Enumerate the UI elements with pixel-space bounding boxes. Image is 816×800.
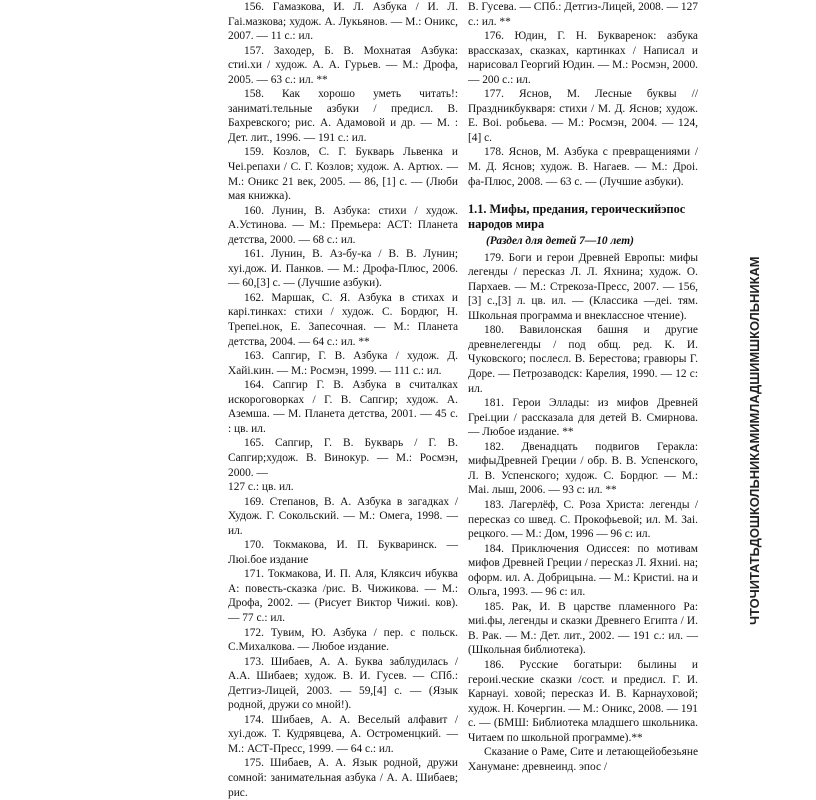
- bibliography-entry: 182. Двенадцать подвигов Геракла: мифыДревней Греции / обр. В. В. Успенского, Л. В. Успенского; худож. С. Бордюг. — М.: Маі. лыш, 2006. — 93 с: ил. **: [468, 440, 698, 497]
- bibliography-entry: 164. Сапгир Г. В. Азбука в считалках искороговорках / Г. В. Сапгир; худож. А. Аземша. — М. Планета детства, 2001. — 45 с. : цв. ил.: [228, 379, 458, 435]
- bibliography-entry: В. Гусева. — СПб.: Детгиз-Лицей, 2008. — 127 с.: ил. **: [468, 1, 698, 28]
- bibliography-entry: 173. Шибаев, А. А. Буква заблудилась / А.А. Шибаев; худож. В. И. Гусев. — СПб.: Детгиз-Лицей, 2003. — 59,[4] с. — (Язык родной, дружи со мной!).: [228, 655, 458, 712]
- bibliography-entry: 127 с.: цв. ил.: [228, 481, 294, 494]
- bibliography-entry: 184. Приключения Одиссея: по мотивам мифов Древней Греции / пересказ Л. Яхниі. на; оформ. ил. А. Добрицына. — М.: Кристиі. на и Ольга, 1993. — 96 с: ил.: [468, 542, 698, 599]
- bibliography-entry: 183. Лагерлёф, С. Роза Христа: легенды /пересказ со швед. С. Прокофьевой; ил. М. Заі. рецкого. — М.: Дом, 1996 — 96 с: ил.: [468, 498, 698, 541]
- bibliography-entry: 157. Заходер, Б. В. Мохнатая Азбука: стиі.хи / худож. А. А. Гурьев. — М.: Дрофа, 2005. — 63 с.: ил. **: [228, 44, 458, 86]
- bibliography-entry: 176. Юдин, Г. Н. Букваренок: азбука врассказах, сказках, картинках / Написал и нарисовал Георгий Юдин. — М.: Росмэн, 2000. — 200 с.: ил.: [468, 30, 698, 86]
- bibliography-entry: 172. Тувим, Ю. Азбука / пер. с польск. С.Михалкова. — Любое издание.: [228, 626, 458, 654]
- right-column-top-entries: [468, 0, 698, 189]
- bibliography-entry: 160. Лунин, В. Азбука: стихи / худож. А.Устинова. — М.: Премьера: АСТ: Планета детства, 2000. — 68 с.: ил.: [228, 204, 458, 246]
- right-column: [468, 0, 698, 774]
- bibliography-entry: 162. Маршак, С. Я. Азбука в стихах и карі.тинках: стихи / худож. С. Бордюг, Н. Трепеі.нок, Е. Запесочная. — М.: Планета детства, 2004. — 64 с.: ил. **: [228, 291, 458, 348]
- bibliography-entry: 171. Токмакова, И. П. Аля, Кляксич ибуква А: повесть-сказка /рис. В. Чижикова. — М.: Дрофа, 2002. — (Рисует Виктор Чижиі. ков). — 77 с.: ил.: [228, 568, 458, 624]
- bibliography-entry: 178. Яснов, М. Азбука с превращениями /М. Д. Яснов; худож. В. Нагаев. — М.: Дроі. фа-Плюс, 2008. — 63 с. — (Лучшие азбуки).: [468, 146, 698, 188]
- section-heading: 1.1. Мифы, предания, героическийэпос народов мира: [468, 202, 686, 232]
- right-column-bottom-entries: [468, 251, 698, 775]
- bibliography-entry: 179. Боги и герои Древней Европы: мифы легенды / пересказ Л. Л. Яхнина; худож. О. Пархаев. — М.: Стрекоза-Пресс, 2007. — 156, [3] с.,[3] л. цв. ил. — (Классика —деі. тям. Школьная программа и внеклассное чтение).: [468, 251, 698, 322]
- bibliography-entry: 185. Рак, И. В царстве пламенного Ра: миі.фы, легенды и сказки Древнего Египта / И. В. Рак. — М.: Дет. лит., 2002. — 191 с.: ил. — (Школьная библиотека).: [468, 600, 698, 657]
- section-gap: [468, 189, 698, 196]
- bibliography-entry: 181. Герои Эллады: из мифов Древней Греі.ции / рассказала для детей В. Смирнова. — Любое издание. **: [468, 397, 698, 439]
- bibliography-entry: 158. Как хорошо уметь читать!: заниматі.тельные азбуки / предисл. В. Бахревского; рис. А. Адамовой и др. — М. : Дет. лит., 1996. — 191 с.: ил.: [228, 88, 458, 144]
- side-banner-text: ЧТОЧИТАТЬДОШКОЛЬНИКАМИМЛАДШИМШКОЛЬНИКАМ: [747, 256, 762, 625]
- left-column: [228, 0, 458, 800]
- bibliography-entry: 170. Токмакова, И. П. Букваринск. — Люі.бое издание: [228, 539, 458, 566]
- bibliography-entry: 165. Сапгир, Г. В. Букварь / Г. В. Сапгир;худож. В. Винокур. — М.: Росмэн, 2000. —: [228, 437, 458, 479]
- bibliography-entry: 159. Козлов, С. Г. Букварь Львенка и Чеі.репахи / С. Г. Козлов; худож. А. Артюх. — М.: Оникс 21 век, 2005. — 86, [1] с. — (Люби мая книжка).: [228, 146, 458, 203]
- bibliography-entry: 169. Степанов, В. А. Азбука в загадках /Худож. Г. Сокольский. — М.: Омега, 1998. — ил.: [228, 495, 458, 537]
- bibliography-entry: 174. Шибаев, А. А. Веселый алфавит / хуі.дож. Т. Кудрявцева, А. Остроменцкий. — М.: АСТ-Пресс, 1999. — 64 с.: ил.: [228, 713, 458, 755]
- subsection-heading: (Раздел для детей 7—10 лет): [486, 235, 634, 248]
- bibliography-entry: 186. Русские богатыри: былины и героиі.ческие сказки /сост. и предисл. Г. И. Карнауі. ховой; пересказ И. В. Карнауховой; худож. Н. Кочергин. — М.: Оникс, 2008. — 191 с. — (БМШ: Библиотека младшего школьника. Читаем по школьной программе).**: [468, 658, 698, 744]
- side-banner: [738, 218, 768, 625]
- bibliography-entry: 161. Лунин, В. Аз-бу-ка / В. В. Лунин; хуі.дож. И. Панков. — М.: Дрофа-Плюс, 2006. — 60,[3] с. — (Лучшие азбуки).: [228, 248, 458, 290]
- bibliography-entry: 163. Сапгир, Г. В. Азбука / худож. Д. Хайі.кин. — М.: Росмэн, 1999. — 111 с.: ил.: [228, 350, 458, 377]
- bibliography-entry: 177. Яснов, М. Лесные буквы // Праздникбукваря: стихи / М. Д. Яснов; худож. Е. Воі. робьева. — М.: Росмэн, 2004. — 124, [4] с.: [468, 88, 698, 144]
- bibliography-entry: 156. Гамазкова, И. Л. Азбука / И. Л. Гаі.мазкова; худож. А. Лукьянов. — М.: Оникс, 2007. — 11 с.: ил.: [228, 1, 458, 43]
- bibliography-entry: 175. Шибаев, А. А. Язык родной, дружи сомной: занимательная азбука / А. А. Шибаев; рис.: [228, 757, 458, 799]
- bibliography-entry: Сказание о Раме, Сите и летающейобезьяне Ханумане: древнеинд. эпос /: [468, 746, 698, 773]
- bibliography-entry: 180. Вавилонская башня и другие древнелегенды / под общ. ред. К. И. Чуковского; послесл. В. Берестова; гравюры Г. Доре. — Петрозаводск: Карелия, 1990. — 12 с: ил.: [468, 324, 698, 395]
